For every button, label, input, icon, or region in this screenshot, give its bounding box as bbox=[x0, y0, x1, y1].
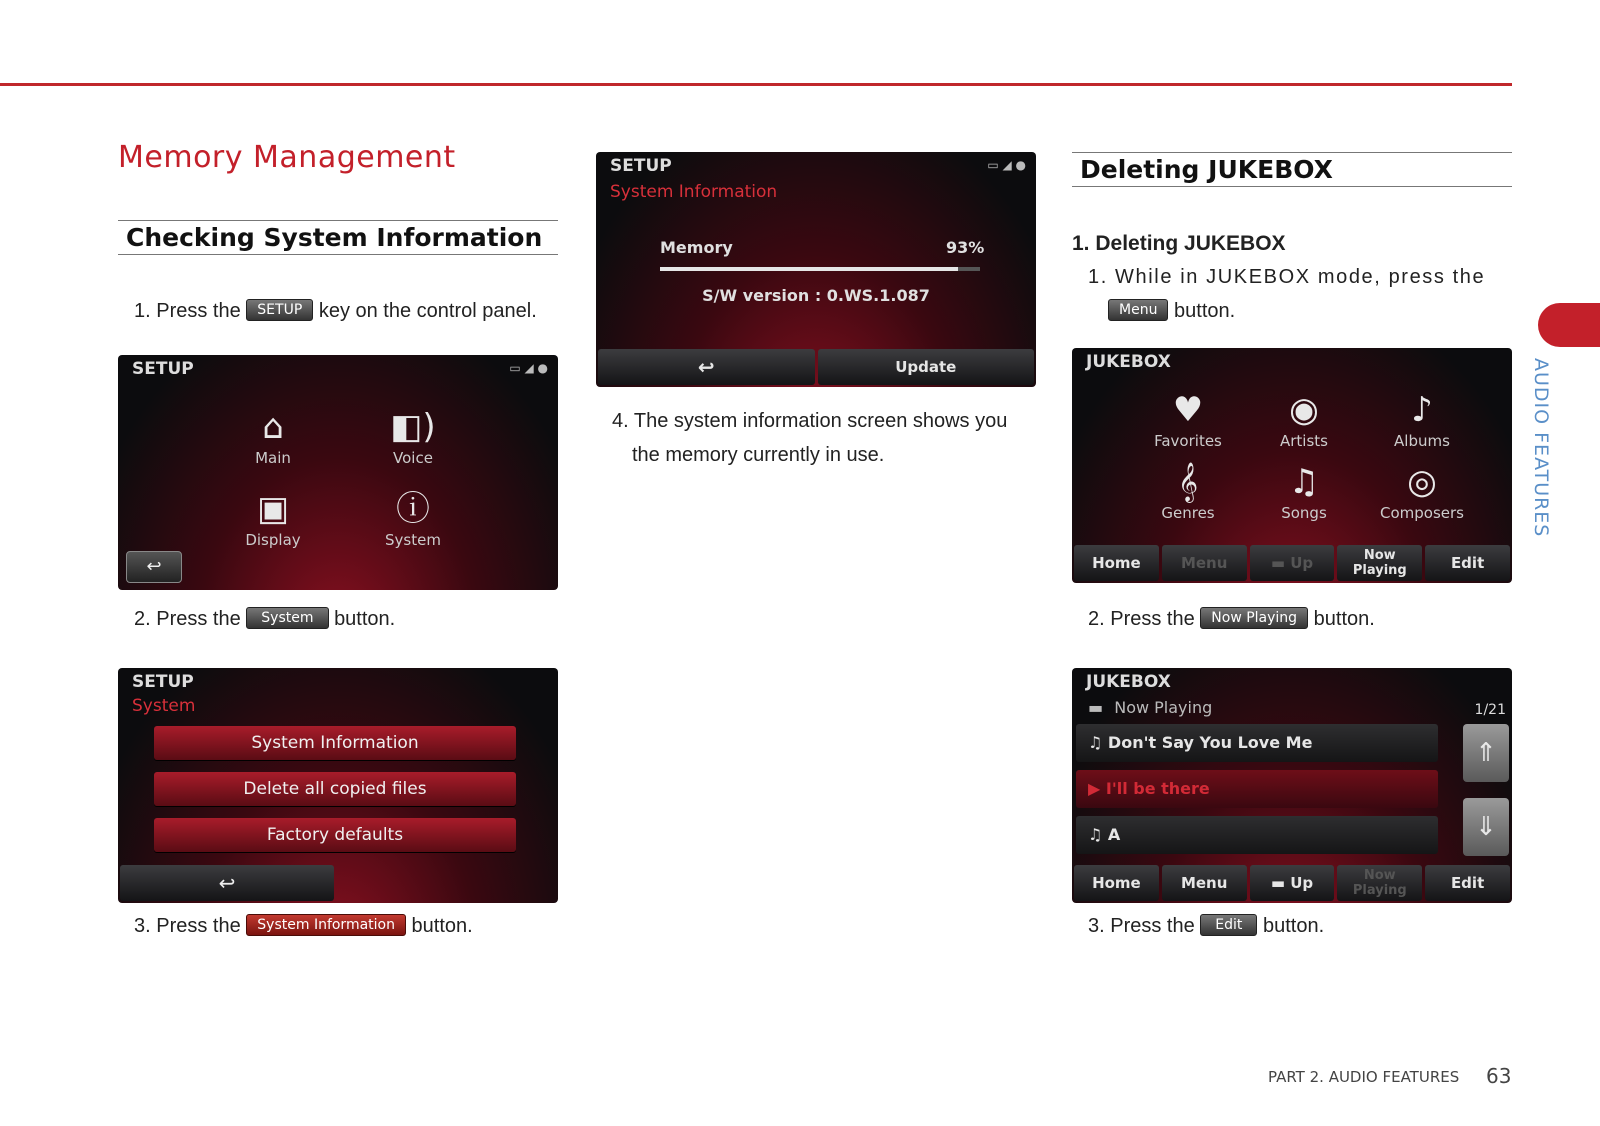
tile-label: Genres bbox=[1161, 504, 1215, 522]
step-2-system bbox=[134, 608, 395, 631]
info-icon: ⓘ bbox=[396, 489, 430, 529]
menu-button[interactable]: Menu bbox=[1162, 545, 1247, 581]
delete-copied-files-button[interactable]: Delete all copied files bbox=[154, 772, 516, 806]
song-title: A bbox=[1107, 825, 1121, 844]
home-button[interactable]: Home bbox=[1074, 545, 1159, 581]
screen-title: SETUP bbox=[132, 359, 194, 379]
composer-icon: ◎ bbox=[1407, 462, 1437, 502]
screen-title: JUKEBOX bbox=[1086, 352, 1171, 372]
tile-favorites[interactable] bbox=[1128, 388, 1248, 450]
music-note-icon: ♫ bbox=[1288, 462, 1320, 502]
subheading-deleting-jukebox: 1. Deleting JUKEBOX bbox=[1072, 232, 1286, 255]
section-title-deleting-jukebox: Deleting JUKEBOX bbox=[1072, 152, 1512, 187]
step-text: button. bbox=[1262, 915, 1325, 937]
music-note-icon: ♫ bbox=[1088, 825, 1108, 844]
up-label: Up bbox=[1290, 874, 1314, 892]
display-settings-icon: ▣ bbox=[256, 489, 290, 529]
song-row[interactable] bbox=[1076, 816, 1438, 854]
menu-key: Menu bbox=[1108, 299, 1168, 321]
tile-label: Artists bbox=[1280, 432, 1328, 450]
info-bottom-bar bbox=[598, 349, 1034, 385]
back-button[interactable] bbox=[126, 551, 182, 583]
back-button[interactable] bbox=[120, 865, 334, 901]
back-icon: ↩ bbox=[218, 871, 236, 895]
system-information-screen bbox=[596, 152, 1036, 387]
now-playing-button[interactable]: Now Playing bbox=[1337, 545, 1422, 581]
section-title-system-info: Checking System Information bbox=[118, 220, 558, 255]
jukebox-screen bbox=[1072, 348, 1512, 583]
jukebox-step-1 bbox=[1088, 266, 1508, 289]
memory-label: Memory bbox=[660, 238, 733, 257]
step-text: 2. Press the bbox=[1088, 608, 1195, 630]
song-title: Don't Say You Love Me bbox=[1107, 733, 1313, 752]
track-counter: 1/21 bbox=[1474, 702, 1506, 718]
back-button[interactable] bbox=[598, 349, 815, 385]
status-icons: ▭ ◢ ● bbox=[987, 158, 1026, 172]
tile-genres[interactable] bbox=[1128, 460, 1248, 522]
memory-value: 93% bbox=[946, 238, 985, 257]
tile-label: Main bbox=[255, 449, 291, 467]
chevron-down-icon: ⇓ bbox=[1475, 812, 1497, 842]
chevron-up-icon: ⇑ bbox=[1475, 738, 1497, 768]
tile-albums[interactable] bbox=[1362, 388, 1482, 450]
factory-defaults-button[interactable]: Factory defaults bbox=[154, 818, 516, 852]
now-playing-bottom-bar bbox=[1074, 865, 1510, 901]
page-heading: Memory Management bbox=[118, 140, 456, 175]
jukebox-bottom-bar bbox=[1074, 545, 1510, 581]
up-button[interactable] bbox=[1250, 545, 1335, 581]
step-text: key on the control panel. bbox=[318, 300, 537, 322]
folder-icon: ▬ bbox=[1270, 554, 1291, 572]
system-information-key: System Information bbox=[246, 914, 406, 936]
tile-label: System bbox=[385, 531, 441, 549]
step-text: button. bbox=[411, 915, 473, 937]
tile-system[interactable] bbox=[368, 487, 458, 549]
tile-artists[interactable] bbox=[1244, 388, 1364, 450]
tile-label: Songs bbox=[1281, 504, 1327, 522]
now-playing-subtitle: Now Playing bbox=[1114, 698, 1213, 717]
tile-voice[interactable] bbox=[368, 405, 458, 467]
footer-part: PART 2. AUDIO FEATURES bbox=[1268, 1068, 1460, 1086]
screen-title: JUKEBOX bbox=[1086, 672, 1171, 692]
music-note-icon: ♫ bbox=[1088, 733, 1108, 752]
menu-button[interactable]: Menu bbox=[1162, 865, 1247, 901]
tile-label: Voice bbox=[393, 449, 433, 467]
step-3-system-information bbox=[134, 915, 473, 938]
heart-icon: ♥ bbox=[1172, 390, 1204, 430]
music-note-icon: ♪ bbox=[1411, 390, 1433, 430]
step-text: 1. While in JUKEBOX mode, press the bbox=[1088, 266, 1486, 288]
memory-progress-track bbox=[660, 267, 980, 271]
screen-subtitle: System bbox=[132, 696, 196, 716]
update-button[interactable]: Update bbox=[818, 349, 1035, 385]
scroll-up-button[interactable] bbox=[1463, 724, 1509, 782]
step-text: 4. The system information screen shows you bbox=[612, 410, 1008, 432]
tile-main[interactable] bbox=[228, 405, 318, 467]
screen-title: SETUP bbox=[610, 156, 672, 176]
step-text: 1. Press the bbox=[134, 300, 241, 322]
tile-label: Favorites bbox=[1154, 432, 1222, 450]
tile-label: Display bbox=[245, 531, 301, 549]
song-row-playing[interactable] bbox=[1076, 770, 1438, 808]
tile-songs[interactable] bbox=[1244, 460, 1364, 522]
memory-progress-fill bbox=[660, 267, 958, 271]
step-text: the memory currently in use. bbox=[632, 444, 885, 466]
home-button[interactable]: Home bbox=[1074, 865, 1159, 901]
system-key: System bbox=[246, 607, 328, 629]
screen-title: SETUP bbox=[132, 672, 194, 692]
page-number: 63 bbox=[1486, 1064, 1512, 1088]
up-button[interactable] bbox=[1250, 865, 1335, 901]
step-text: button. bbox=[1313, 608, 1375, 630]
edit-button[interactable]: Edit bbox=[1425, 545, 1510, 581]
back-icon: ↩ bbox=[697, 355, 715, 379]
chapter-tab bbox=[1538, 303, 1600, 347]
setup-key: SETUP bbox=[246, 299, 313, 321]
folder-icon: ▬ bbox=[1088, 698, 1104, 717]
home-icon: ⌂ bbox=[262, 407, 284, 447]
sw-version: S/W version : 0.WS.1.087 bbox=[702, 286, 930, 305]
tile-composers[interactable] bbox=[1362, 460, 1482, 522]
chapter-tab-label: AUDIO FEATURES bbox=[1530, 358, 1552, 538]
jukebox-step-1-cont bbox=[1108, 300, 1235, 323]
scroll-down-button[interactable] bbox=[1463, 798, 1509, 856]
step-text: 2. Press the bbox=[134, 608, 241, 630]
tile-display[interactable] bbox=[228, 487, 318, 549]
now-playing-button[interactable]: Now Playing bbox=[1337, 865, 1422, 901]
tile-label: Composers bbox=[1380, 504, 1464, 522]
back-icon: ↩ bbox=[146, 556, 162, 577]
tile-label: Albums bbox=[1394, 432, 1450, 450]
step-1-setup bbox=[134, 300, 537, 323]
up-label: Up bbox=[1290, 554, 1314, 572]
setup-screen bbox=[118, 355, 558, 590]
system-information-button[interactable]: System Information bbox=[154, 726, 516, 760]
now-playing-header bbox=[1088, 698, 1212, 717]
step-4-description bbox=[612, 404, 1042, 472]
top-divider bbox=[0, 83, 1512, 86]
step-text: button. bbox=[334, 608, 396, 630]
guitar-icon: 𝄞 bbox=[1177, 462, 1199, 502]
now-playing-key: Now Playing bbox=[1200, 607, 1308, 629]
folder-icon: ▬ bbox=[1270, 874, 1291, 892]
song-row[interactable] bbox=[1076, 724, 1438, 762]
step-text: 3. Press the bbox=[134, 915, 241, 937]
song-title: I'll be there bbox=[1105, 779, 1210, 798]
person-icon: ◉ bbox=[1289, 390, 1319, 430]
now-playing-screen bbox=[1072, 668, 1512, 903]
system-screen bbox=[118, 668, 558, 903]
step-text: button. bbox=[1174, 300, 1236, 322]
step-text: 3. Press the bbox=[1088, 915, 1195, 937]
status-icons: ▭ ◢ ● bbox=[509, 361, 548, 375]
jukebox-step-2 bbox=[1088, 608, 1375, 631]
voice-icon: ◧) bbox=[390, 407, 436, 447]
screen-subtitle: System Information bbox=[610, 182, 778, 202]
edit-key: Edit bbox=[1200, 914, 1257, 936]
jukebox-step-3 bbox=[1088, 915, 1324, 938]
play-icon: ▶ bbox=[1088, 779, 1106, 798]
edit-button[interactable]: Edit bbox=[1425, 865, 1510, 901]
